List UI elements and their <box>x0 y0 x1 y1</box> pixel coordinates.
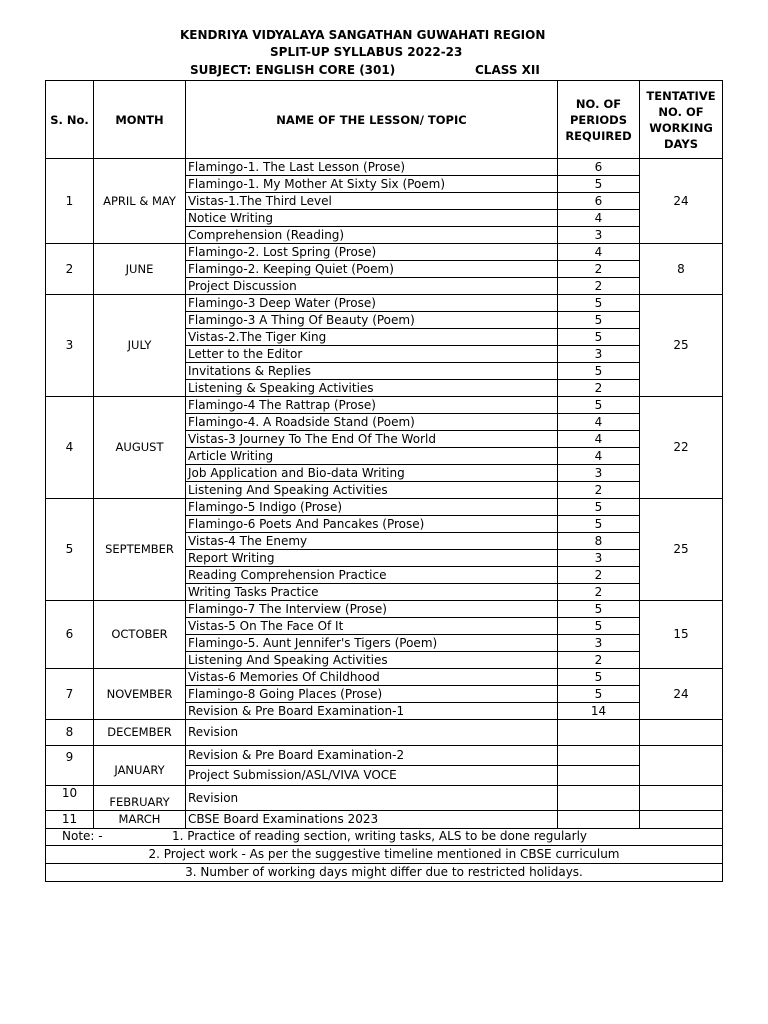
note-1: 1. Practice of reading section, writing tasks, ALS to be done regularly <box>172 829 588 843</box>
periods-cell: 3 <box>558 550 640 567</box>
topic-cell: Comprehension (Reading) <box>186 227 558 244</box>
table-row <box>46 397 723 414</box>
table-row-december <box>46 720 723 746</box>
periods-cell: 6 <box>558 159 640 176</box>
topic-cell: Revision & Pre Board Examination-1 <box>186 703 558 720</box>
topic-cell: Reading Comprehension Practice <box>186 567 558 584</box>
periods-cell: 8 <box>558 533 640 550</box>
periods-cell: 4 <box>558 431 640 448</box>
month-cell: FEBRUARY <box>94 786 186 811</box>
periods-cell <box>558 720 640 746</box>
topic-cell: Vistas-1.The Third Level <box>186 193 558 210</box>
topic-cell: Listening And Speaking Activities <box>186 652 558 669</box>
topic-cell: Letter to the Editor <box>186 346 558 363</box>
topic-cell: Vistas-4 The Enemy <box>186 533 558 550</box>
table-row-march <box>46 811 723 829</box>
topic-cell: Job Application and Bio-data Writing <box>186 465 558 482</box>
topic-cell: Flamingo-5 Indigo (Prose) <box>186 499 558 516</box>
days-cell: 25 <box>640 295 723 397</box>
periods-cell: 4 <box>558 414 640 431</box>
periods-cell: 2 <box>558 652 640 669</box>
periods-cell: 2 <box>558 278 640 295</box>
periods-cell: 5 <box>558 669 640 686</box>
document-title: SPLIT-UP SYLLABUS 2022-23 <box>270 45 463 59</box>
topic-cell: Revision & Pre Board Examination-2 <box>186 746 558 766</box>
note-2: 2. Project work - As per the suggestive timeline mentioned in CBSE curriculum <box>46 846 723 864</box>
topic-cell: Report Writing <box>186 550 558 567</box>
days-cell: 24 <box>640 669 723 720</box>
month-cell: JULY <box>94 295 186 397</box>
month-cell: AUGUST <box>94 397 186 499</box>
org-title: KENDRIYA VIDYALAYA SANGATHAN GUWAHATI REGION <box>180 28 546 42</box>
topic-cell: Flamingo-4. A Roadside Stand (Poem) <box>186 414 558 431</box>
periods-cell: 4 <box>558 210 640 227</box>
header-days: TENTATIVE NO. OF WORKING DAYS <box>640 81 723 159</box>
header-topic: NAME OF THE LESSON/ TOPIC <box>186 81 558 159</box>
table-row <box>46 244 723 261</box>
sno-cell: 9 <box>46 746 94 786</box>
topic-cell: Revision <box>186 720 558 746</box>
topic-cell: Listening & Speaking Activities <box>186 380 558 397</box>
topic-cell: Vistas-3 Journey To The End Of The World <box>186 431 558 448</box>
periods-cell: 3 <box>558 635 640 652</box>
periods-cell: 3 <box>558 227 640 244</box>
note-row-2 <box>46 846 723 864</box>
days-cell: 15 <box>640 601 723 669</box>
sno-cell: 2 <box>46 244 94 295</box>
topic-cell: Flamingo-4 The Rattrap (Prose) <box>186 397 558 414</box>
note-cell <box>46 829 723 846</box>
periods-cell: 5 <box>558 516 640 533</box>
topic-cell: Flamingo-3 A Thing Of Beauty (Poem) <box>186 312 558 329</box>
table-header-row <box>46 81 723 159</box>
periods-cell <box>558 746 640 766</box>
periods-cell: 5 <box>558 601 640 618</box>
periods-cell: 5 <box>558 176 640 193</box>
month-cell: NOVEMBER <box>94 669 186 720</box>
topic-cell: CBSE Board Examinations 2023 <box>186 811 558 829</box>
month-cell: MARCH <box>94 811 186 829</box>
periods-cell: 2 <box>558 584 640 601</box>
topic-cell: Vistas-5 On The Face Of It <box>186 618 558 635</box>
month-cell: APRIL & MAY <box>94 159 186 244</box>
topic-cell: Article Writing <box>186 448 558 465</box>
table-row <box>46 669 723 686</box>
topic-cell: Flamingo-5. Aunt Jennifer's Tigers (Poem) <box>186 635 558 652</box>
periods-cell <box>558 766 640 786</box>
class-label: CLASS XII <box>475 63 540 77</box>
topic-cell: Listening And Speaking Activities <box>186 482 558 499</box>
days-cell: 22 <box>640 397 723 499</box>
periods-cell: 5 <box>558 499 640 516</box>
month-cell: JUNE <box>94 244 186 295</box>
sno-cell: 4 <box>46 397 94 499</box>
periods-cell: 3 <box>558 465 640 482</box>
periods-cell: 5 <box>558 363 640 380</box>
periods-cell: 6 <box>558 193 640 210</box>
topic-cell: Flamingo-8 Going Places (Prose) <box>186 686 558 703</box>
periods-cell: 2 <box>558 261 640 278</box>
days-cell <box>640 720 723 746</box>
periods-cell: 2 <box>558 567 640 584</box>
table-body <box>46 159 723 882</box>
month-cell: OCTOBER <box>94 601 186 669</box>
topic-cell: Project Submission/ASL/VIVA VOCE <box>186 766 558 786</box>
header-sno: S. No. <box>46 81 94 159</box>
table-row <box>46 295 723 312</box>
topic-cell: Invitations & Replies <box>186 363 558 380</box>
sno-cell: 8 <box>46 720 94 746</box>
header-month: MONTH <box>94 81 186 159</box>
topic-cell: Flamingo-3 Deep Water (Prose) <box>186 295 558 312</box>
sno-cell: 7 <box>46 669 94 720</box>
days-cell: 25 <box>640 499 723 601</box>
syllabus-table <box>45 80 723 882</box>
sno-cell: 11 <box>46 811 94 829</box>
topic-cell: Flamingo-7 The Interview (Prose) <box>186 601 558 618</box>
topic-cell: Flamingo-1. My Mother At Sixty Six (Poem) <box>186 176 558 193</box>
days-cell <box>640 786 723 811</box>
month-cell: JANUARY <box>94 746 186 786</box>
sno-cell: 1 <box>46 159 94 244</box>
topic-cell: Revision <box>186 786 558 811</box>
note-row-1 <box>46 829 723 846</box>
topic-cell: Flamingo-6 Poets And Pancakes (Prose) <box>186 516 558 533</box>
periods-cell <box>558 786 640 811</box>
periods-cell: 5 <box>558 618 640 635</box>
topic-cell: Vistas-2.The Tiger King <box>186 329 558 346</box>
periods-cell: 4 <box>558 448 640 465</box>
periods-cell: 14 <box>558 703 640 720</box>
periods-cell: 5 <box>558 329 640 346</box>
table-row-january-1 <box>46 746 723 766</box>
month-cell: DECEMBER <box>94 720 186 746</box>
periods-cell: 3 <box>558 346 640 363</box>
sno-cell: 3 <box>46 295 94 397</box>
days-cell: 8 <box>640 244 723 295</box>
sno-cell: 5 <box>46 499 94 601</box>
topic-cell: Vistas-6 Memories Of Childhood <box>186 669 558 686</box>
periods-cell <box>558 811 640 829</box>
topic-cell: Writing Tasks Practice <box>186 584 558 601</box>
table-row <box>46 499 723 516</box>
days-cell: 24 <box>640 159 723 244</box>
note-label: Note: - <box>62 829 103 843</box>
sno-cell: 6 <box>46 601 94 669</box>
periods-cell: 2 <box>558 380 640 397</box>
table-row <box>46 159 723 176</box>
periods-cell: 2 <box>558 482 640 499</box>
topic-cell: Flamingo-2. Keeping Quiet (Poem) <box>186 261 558 278</box>
subject-label: SUBJECT: ENGLISH CORE (301) <box>190 63 396 77</box>
topic-cell: Project Discussion <box>186 278 558 295</box>
sno-cell: 10 <box>46 786 94 811</box>
header-periods: NO. OF PERIODS REQUIRED <box>558 81 640 159</box>
periods-cell: 5 <box>558 295 640 312</box>
periods-cell: 4 <box>558 244 640 261</box>
table-row-february <box>46 786 723 811</box>
table-row <box>46 601 723 618</box>
topic-cell: Notice Writing <box>186 210 558 227</box>
periods-cell: 5 <box>558 312 640 329</box>
periods-cell: 5 <box>558 686 640 703</box>
note-row-3 <box>46 864 723 882</box>
days-cell <box>640 746 723 786</box>
periods-cell: 5 <box>558 397 640 414</box>
month-cell: SEPTEMBER <box>94 499 186 601</box>
days-cell <box>640 811 723 829</box>
topic-cell: Flamingo-2. Lost Spring (Prose) <box>186 244 558 261</box>
topic-cell: Flamingo-1. The Last Lesson (Prose) <box>186 159 558 176</box>
note-3: 3. Number of working days might differ due to restricted holidays. <box>46 864 723 882</box>
